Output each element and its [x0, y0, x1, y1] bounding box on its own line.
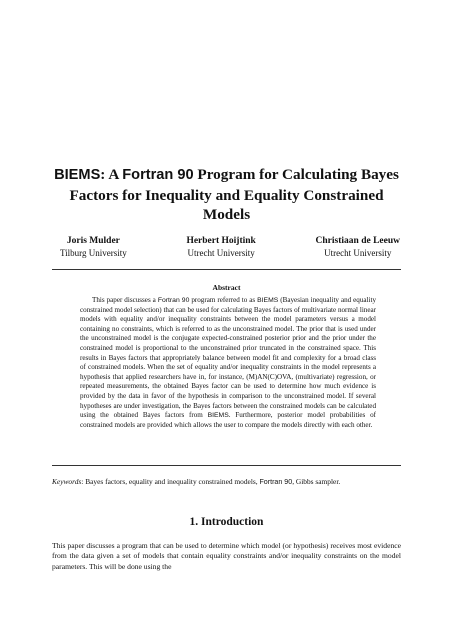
author-affiliation: Utrecht University [187, 248, 255, 258]
keywords-text: , Gibbs sampler. [292, 477, 341, 486]
abstract-segment: (Bayesian inequality and equality constrained model selection) that can be used for calculating Bayes factors of multivariate normal linear models with equality and/or inequality constraints between the model parameters versus a model containing no constraints, which is referred to as the unconstrained model. The prior that is used under the unconstrained model is the conjugate expected-constrained posterior prior and the prior under the constrained model is proportional to the unconstrained prior truncated in the constrained space. This results in Bayes factors that appropriately balance between model fit and complexity for a broad class of constrained models. When the set of equality and/or inequality constraints in the model represents a hypothesis that applied researchers have in, for instance, (M)AN(C)OVA, (multivariate) regression, or repeated measurements, the obtained Bayes factor can be used to determine how much evidence is provided by the data in favor of the hypothesis in comparison to the unconstrained model. If several hypotheses are under investigation, the Bayes factors between the constrained models can be calculated using the obtained Bayes factors from [80, 296, 377, 420]
author-name: Christiaan de Leeuw [315, 236, 400, 246]
author-affiliation: Utrecht University [324, 248, 392, 258]
abstract-heading: Abstract [212, 283, 241, 292]
author-block [186, 235, 255, 259]
abstract-language: Fortran 90 [157, 297, 190, 304]
keywords-text: : Bayes factors, equality and inequality constrained models, [81, 477, 260, 486]
abstract-segment: . Furthermore, posterior model probabilities of constrained models are provided which allows the user to compare the models directly with each other. [80, 411, 376, 429]
author-name: Joris Mulder [66, 236, 120, 246]
title-language: Fortran 90 [122, 167, 194, 183]
keywords [52, 477, 401, 487]
divider-bottom [52, 465, 401, 466]
paper-title [40, 165, 413, 225]
title-line-2: Factors for Inequality and Equality Constrained [69, 186, 384, 204]
author-list [60, 235, 400, 259]
abstract-segment: program referred to as [189, 296, 258, 304]
author-block [316, 235, 400, 259]
section-heading: 1. Introduction [189, 516, 264, 528]
divider-top [52, 269, 401, 270]
title-part: Program for Calculating Bayes [193, 166, 399, 183]
abstract-text [80, 296, 376, 430]
title-part: : A [100, 166, 123, 183]
abstract-program-name: BIEMS [207, 412, 229, 420]
author-affiliation: Tilburg University [60, 248, 127, 258]
keywords-language: Fortran 90 [259, 478, 293, 486]
author-name: Herbert Hoijtink [186, 236, 256, 246]
keywords-label: Keywords [52, 477, 82, 486]
title-line-3: Models [202, 206, 251, 223]
section-body: This paper discusses a program that can be used to determine which model (or hypothesis) receives most evidence from the data given a set of models that contain equality constraints and/or inequality constraints on the model parameters. This will be done using the [52, 541, 401, 571]
abstract-program-name: BIEMS [257, 297, 279, 304]
author-block [60, 235, 127, 259]
title-program-name: BIEMS [54, 167, 101, 183]
abstract-segment: This paper discusses a [92, 296, 158, 304]
